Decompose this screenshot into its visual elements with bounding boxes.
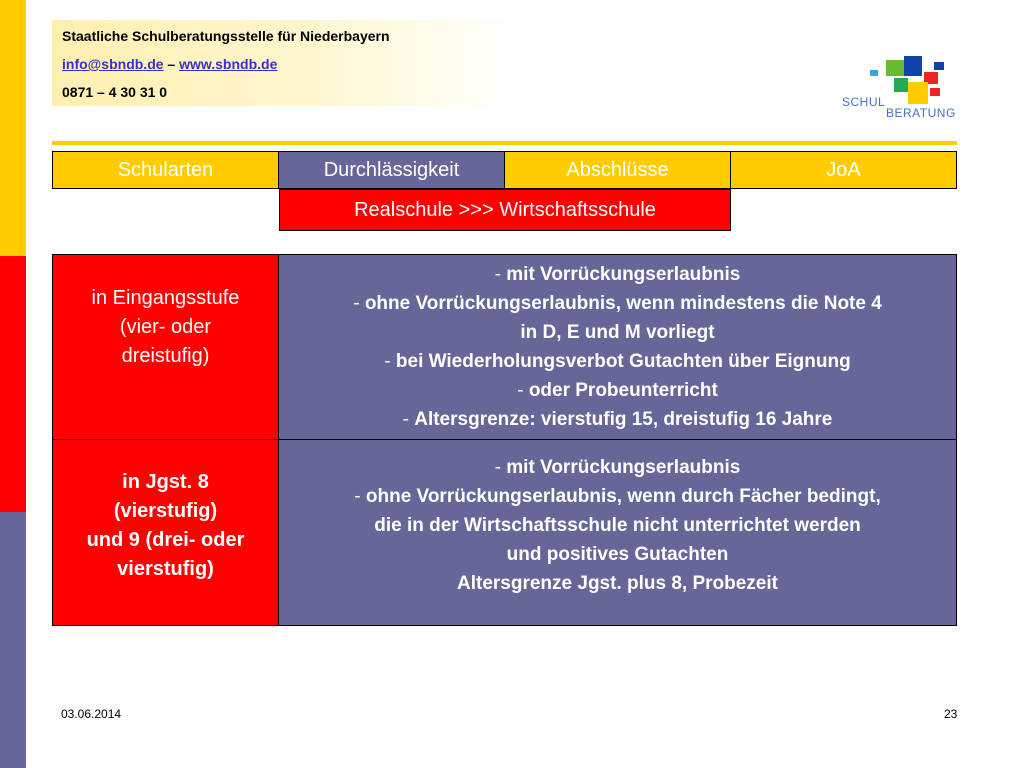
footer-date: 03.06.2014 <box>61 707 122 721</box>
row2-item <box>354 540 880 569</box>
bullet-dash: - <box>494 264 507 285</box>
bullet-dash: - <box>354 486 366 507</box>
row1-item-text: in D, E und M vorliegt <box>520 322 715 343</box>
tab-schularten[interactable]: Schularten <box>52 151 279 189</box>
row2-item <box>354 511 880 540</box>
row1-item-text: oder Probeunterricht <box>528 380 718 401</box>
row1-item-text: mit Vorrückungserlaubnis <box>506 264 741 285</box>
row1-item-text: bei Wiederholungsverbot Gutachten über Eignung <box>395 351 851 372</box>
header-divider <box>52 141 957 145</box>
left-band-purple <box>0 512 26 768</box>
row2-item <box>354 453 880 482</box>
tab-durchlaessigkeit[interactable]: Durchlässigkeit <box>278 151 505 189</box>
bullet-dash: - <box>494 457 507 478</box>
row2-item-text: und positives Gutachten <box>506 544 729 565</box>
row2-item <box>354 569 880 598</box>
row1-item <box>353 347 882 376</box>
left-band-yellow <box>0 0 26 256</box>
row2-item-text: mit Vorrückungserlaubnis <box>506 457 741 478</box>
row2-item-text: Altersgrenze Jgst. plus 8, Probezeit <box>457 573 778 594</box>
row2-left-line3: und 9 (drei- oder <box>86 528 245 551</box>
row1-entry-level <box>52 254 279 440</box>
logo-text-schul: SCHUL <box>842 95 886 109</box>
row2-item <box>354 482 880 511</box>
row1-conditions <box>278 254 957 440</box>
row1-left-line2: (vier- oder <box>119 315 212 338</box>
row2-conditions <box>278 439 957 626</box>
contact-separator: – <box>163 56 180 72</box>
row1-item-text: ohne Vorrückungserlaubnis, wenn mindestens die Note 4 <box>364 293 882 314</box>
header-contact-box <box>52 20 520 106</box>
row1-left-line3: dreistufig) <box>121 344 210 367</box>
row1-item <box>353 289 882 318</box>
row1-item <box>353 376 882 405</box>
row2-left-line4: vierstufig) <box>117 557 214 580</box>
website-link[interactable]: www.sbndb.de <box>179 56 278 72</box>
logo-text-beratung: BERATUNG <box>886 106 956 120</box>
row1-item <box>353 318 882 347</box>
page-number: 23 <box>944 707 958 721</box>
schulberatung-logo <box>838 48 962 124</box>
bullet-dash: - <box>402 409 415 430</box>
row2-grade-level <box>52 439 279 626</box>
row1-item <box>353 260 882 289</box>
tab-abschluesse[interactable]: Abschlüsse <box>504 151 731 189</box>
bullet-dash: - <box>384 351 396 372</box>
row1-left-line1: in Eingangsstufe <box>91 286 240 309</box>
subtab-realschule-wirtschaftsschule[interactable]: Realschule >>> Wirtschaftsschule <box>279 189 731 231</box>
row2-left-line1: in Jgst. 8 <box>122 470 209 493</box>
org-name: Staatliche Schulberatungsstelle für Niederbayern <box>62 28 390 44</box>
phone-number: 0871 – 4 30 31 0 <box>62 84 168 100</box>
row2-left-line2: (vierstufig) <box>113 499 218 522</box>
row1-item-text: Altersgrenze: vierstufig 15, dreistufig 16 Jahre <box>414 409 833 430</box>
row2-item-text: ohne Vorrückungserlaubnis, wenn durch Fächer bedingt, <box>365 486 881 507</box>
left-band-red <box>0 256 26 512</box>
row2-item-text: die in der Wirtschaftsschule nicht unterrichtet werden <box>374 515 861 536</box>
row1-item <box>353 405 882 434</box>
bullet-dash: - <box>353 293 365 314</box>
bullet-dash: - <box>517 380 529 401</box>
email-link[interactable]: info@sbndb.de <box>62 56 164 72</box>
tab-joa[interactable]: JoA <box>730 151 957 189</box>
contact-links <box>62 56 277 72</box>
